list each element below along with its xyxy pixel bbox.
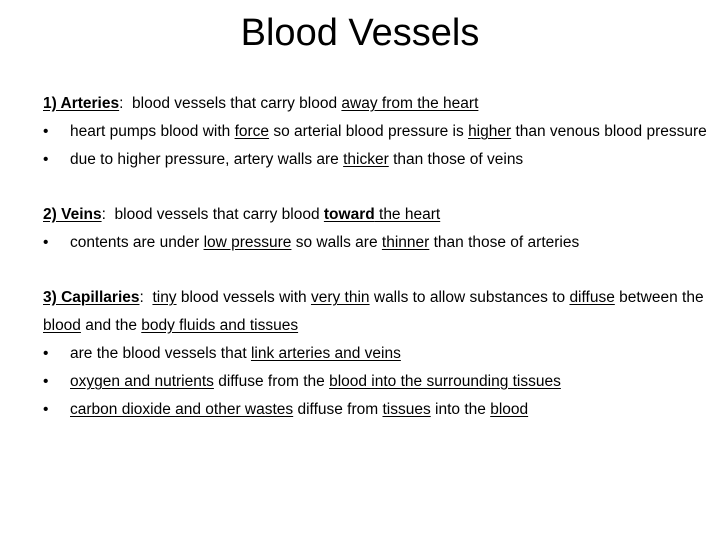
underlined-term: blood (43, 317, 81, 334)
underlined-term: thinner (381, 234, 430, 251)
veins-def-key-rest: the heart (374, 206, 441, 223)
underlined-term: very thin (310, 289, 370, 306)
veins-def-text: blood vessels that carry blood (105, 206, 324, 223)
section-arteries (43, 90, 715, 174)
list-item (43, 340, 715, 368)
bullet-text: than those of arteries (429, 234, 580, 251)
list-item (43, 229, 715, 257)
underlined-term: oxygen and nutrients (70, 373, 214, 390)
section-veins (43, 201, 715, 257)
list-item (43, 146, 715, 174)
underlined-term: higher (468, 123, 512, 140)
arteries-bullets (43, 118, 715, 174)
arteries-def-text: blood vessels that carry blood (123, 95, 342, 112)
bullet-text: diffuse from (293, 401, 383, 418)
bullet-text: due to higher pressure, artery walls are (70, 151, 344, 168)
bullet-dot: • (43, 401, 49, 418)
underlined-term: carbon dioxide and other wastes (70, 401, 294, 418)
bullet-text: than those of veins (388, 151, 524, 168)
list-item (43, 368, 715, 396)
bullet-text: so arterial blood pressure is (269, 123, 469, 140)
veins-def-key-bold: toward (323, 206, 375, 223)
underlined-term: force (234, 123, 270, 140)
underlined-term: thicker (343, 151, 389, 168)
list-item (43, 118, 715, 146)
bullet-text: diffuse from the (213, 373, 330, 390)
underlined-term: low pressure (203, 234, 292, 251)
definition-text: between the (614, 289, 704, 306)
arteries-definition (43, 90, 715, 118)
arteries-heading: 1) Arteries (43, 95, 120, 112)
slide-content (43, 90, 715, 451)
bullet-text: so walls are (291, 234, 382, 251)
veins-bullets (43, 229, 715, 257)
capillaries-heading: 3) Capillaries (43, 289, 140, 306)
veins-definition (43, 201, 715, 229)
bullet-text: contents are under (70, 234, 204, 251)
bullet-dot: • (43, 345, 49, 362)
underlined-term: tissues (382, 401, 431, 418)
bullet-text: are the blood vessels that (70, 345, 251, 362)
bullet-text: than venous blood pressure (511, 123, 707, 140)
underlined-term: blood into the surrounding tissues (329, 373, 561, 390)
capillaries-colon: : (139, 289, 144, 306)
definition-text: and the (80, 317, 142, 334)
veins-colon: : (101, 206, 106, 223)
underlined-term: body fluids and tissues (141, 317, 299, 334)
page-title: Blood Vessels (240, 12, 480, 54)
definition-text: walls to allow substances to (369, 289, 570, 306)
capillaries-bullets (43, 340, 715, 424)
bullet-text: into the (430, 401, 491, 418)
list-item (43, 396, 715, 424)
arteries-colon: : (119, 95, 124, 112)
underlined-term: tiny (152, 289, 177, 306)
veins-heading: 2) Veins (43, 206, 102, 223)
bullet-dot: • (43, 151, 49, 168)
capillaries-definition (43, 284, 715, 340)
section-capillaries (43, 284, 715, 424)
bullet-text: heart pumps blood with (70, 123, 235, 140)
bullet-dot: • (43, 234, 49, 251)
arteries-def-key: away from the heart (341, 95, 479, 112)
definition-text: blood vessels with (176, 289, 311, 306)
underlined-term: blood (490, 401, 529, 418)
bullet-dot: • (43, 373, 49, 390)
underlined-term: diffuse (569, 289, 615, 306)
underlined-term: link arteries and veins (250, 345, 401, 362)
bullet-dot: • (43, 123, 49, 140)
